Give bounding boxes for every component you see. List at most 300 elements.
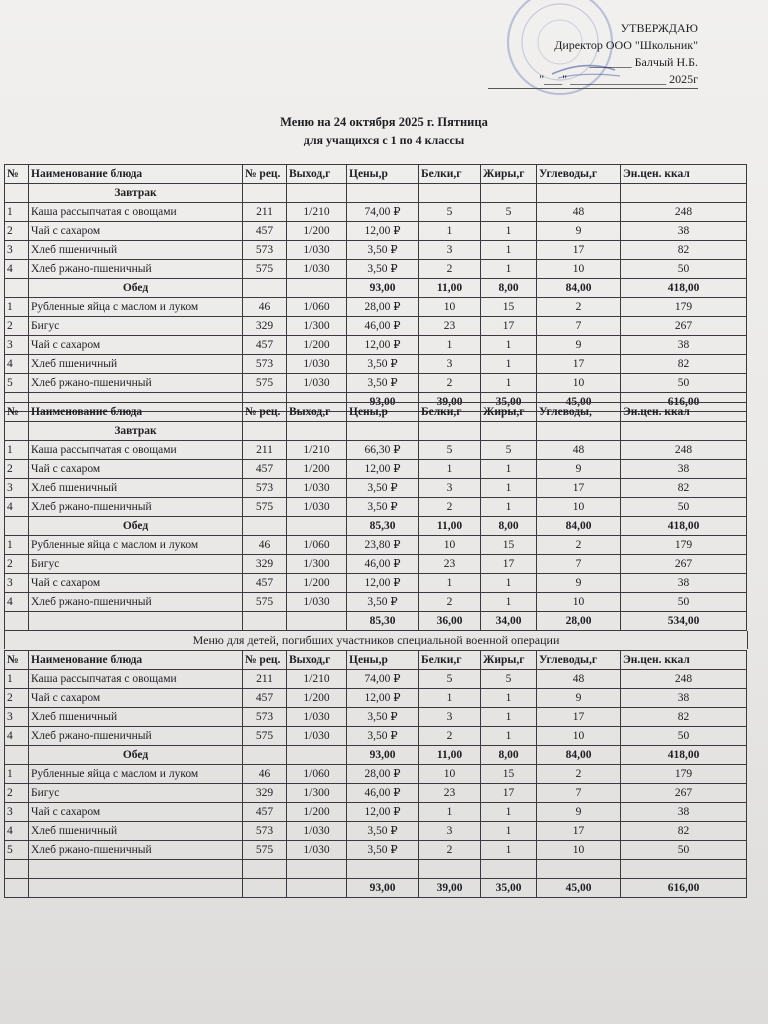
approval-block — [488, 20, 698, 89]
fat-cell: 5 — [481, 203, 537, 222]
carbohydrates-cell: 17 — [537, 355, 621, 374]
empty-row — [5, 860, 747, 879]
protein-cell: 23 — [419, 317, 481, 336]
portion-weight-cell: 1/210 — [287, 670, 347, 689]
carbohydrates-cell: 10 — [537, 727, 621, 746]
price-cell: 28,00 ₽ — [347, 298, 419, 317]
recipe-number-cell: 46 — [243, 298, 287, 317]
price-cell: 12,00 ₽ — [347, 336, 419, 355]
recipe-number-cell: 573 — [243, 822, 287, 841]
approval-heading: УТВЕРЖДАЮ — [620, 21, 698, 35]
recipe-number-cell: 457 — [243, 574, 287, 593]
carbohydrates-cell: 45,00 — [537, 393, 621, 412]
portion-weight-cell: 1/030 — [287, 498, 347, 517]
fat-cell: 1 — [481, 460, 537, 479]
column-header-row-number: № — [5, 651, 29, 670]
portion-weight-cell: 1/030 — [287, 593, 347, 612]
portion-weight-cell — [287, 517, 347, 536]
portion-weight-cell — [287, 612, 347, 631]
table-row — [5, 822, 747, 841]
protein-cell: 5 — [419, 203, 481, 222]
protein-cell: 1 — [419, 803, 481, 822]
fat-cell: 17 — [481, 555, 537, 574]
price-cell: 46,00 ₽ — [347, 317, 419, 336]
calories-cell: 38 — [621, 336, 747, 355]
protein-cell: 3 — [419, 355, 481, 374]
recipe-number-cell: 575 — [243, 593, 287, 612]
calories-cell: 38 — [621, 803, 747, 822]
carbohydrates-cell: 7 — [537, 784, 621, 803]
table-row — [5, 784, 747, 803]
price-cell: 3,50 ₽ — [347, 593, 419, 612]
portion-weight-cell: 1/200 — [287, 222, 347, 241]
portion-weight-cell: 1/060 — [287, 536, 347, 555]
table-row — [5, 441, 747, 460]
portion-weight-cell — [287, 184, 347, 203]
table-row — [5, 670, 747, 689]
carbohydrates-cell: 10 — [537, 841, 621, 860]
portion-weight-cell: 1/030 — [287, 241, 347, 260]
portion-weight-cell: 1/030 — [287, 841, 347, 860]
column-header-price: Цены,р — [347, 403, 419, 422]
recipe-number-cell — [243, 279, 287, 298]
portion-weight-cell: 1/030 — [287, 260, 347, 279]
row-number-cell — [5, 746, 29, 765]
carbohydrates-cell: 48 — [537, 670, 621, 689]
dish-name-cell: Хлеб пшеничный — [29, 479, 243, 498]
fat-cell: 8,00 — [481, 517, 537, 536]
dish-name-cell: Обед — [29, 279, 243, 298]
portion-weight-cell — [287, 422, 347, 441]
menu-table-secondary — [4, 402, 747, 631]
calories-cell: 418,00 — [621, 279, 747, 298]
recipe-number-cell: 46 — [243, 536, 287, 555]
fat-cell: 15 — [481, 298, 537, 317]
price-cell: 66,30 ₽ — [347, 441, 419, 460]
protein-cell: 1 — [419, 222, 481, 241]
carbohydrates-cell: 9 — [537, 460, 621, 479]
carbohydrates-cell: 9 — [537, 222, 621, 241]
portion-weight-cell: 1/030 — [287, 374, 347, 393]
calories-cell: 179 — [621, 765, 747, 784]
carbohydrates-cell — [537, 860, 621, 879]
calories-cell — [621, 422, 747, 441]
fat-cell: 1 — [481, 574, 537, 593]
table-row — [5, 460, 747, 479]
dish-name-cell: Чай с сахаром — [29, 460, 243, 479]
calories-cell: 38 — [621, 460, 747, 479]
portion-weight-cell: 1/030 — [287, 727, 347, 746]
dish-name-cell: Завтрак — [29, 422, 243, 441]
carbohydrates-cell: 84,00 — [537, 279, 621, 298]
recipe-number-cell — [243, 422, 287, 441]
row-number-cell: 3 — [5, 241, 29, 260]
protein-cell — [419, 184, 481, 203]
column-header-portion-weight: Выход,г — [287, 403, 347, 422]
recipe-number-cell: 573 — [243, 241, 287, 260]
price-cell: 23,80 ₽ — [347, 536, 419, 555]
protein-cell: 10 — [419, 536, 481, 555]
price-cell — [347, 422, 419, 441]
carbohydrates-cell — [537, 422, 621, 441]
dish-name-cell: Чай с сахаром — [29, 336, 243, 355]
column-header-carbohydrates: Углеводы, — [537, 403, 621, 422]
calories-cell: 38 — [621, 574, 747, 593]
row-number-cell: 2 — [5, 555, 29, 574]
price-cell: 3,50 ₽ — [347, 841, 419, 860]
column-header-protein: Белки,г — [419, 403, 481, 422]
portion-weight-cell: 1/030 — [287, 479, 347, 498]
recipe-number-cell: 457 — [243, 803, 287, 822]
table-row — [5, 203, 747, 222]
portion-weight-cell: 1/200 — [287, 460, 347, 479]
carbohydrates-cell: 10 — [537, 260, 621, 279]
protein-cell: 3 — [419, 708, 481, 727]
fat-cell: 1 — [481, 336, 537, 355]
calories-cell: 82 — [621, 479, 747, 498]
table-header-row — [5, 403, 747, 422]
price-cell: 12,00 ₽ — [347, 689, 419, 708]
table-row — [5, 479, 747, 498]
price-cell: 85,30 — [347, 612, 419, 631]
column-header-portion-weight: Выход,г — [287, 165, 347, 184]
dish-name-cell — [29, 860, 243, 879]
fat-cell — [481, 860, 537, 879]
protein-cell: 2 — [419, 498, 481, 517]
recipe-number-cell: 573 — [243, 708, 287, 727]
fat-cell: 1 — [481, 708, 537, 727]
price-cell — [347, 184, 419, 203]
row-number-cell: 1 — [5, 298, 29, 317]
carbohydrates-cell: 84,00 — [537, 746, 621, 765]
recipe-number-cell — [243, 517, 287, 536]
portion-weight-cell: 1/030 — [287, 708, 347, 727]
calories-cell: 248 — [621, 441, 747, 460]
portion-weight-cell: 1/210 — [287, 203, 347, 222]
price-cell: 3,50 ₽ — [347, 374, 419, 393]
carbohydrates-cell: 84,00 — [537, 517, 621, 536]
dish-name-cell: Хлеб ржано-пшеничный — [29, 498, 243, 517]
row-number-cell: 1 — [5, 765, 29, 784]
portion-weight-cell — [287, 860, 347, 879]
protein-cell — [419, 422, 481, 441]
column-header-calories: Эн.цен. ккал — [621, 651, 747, 670]
column-header-fat: Жиры,г — [481, 651, 537, 670]
dish-name-cell: Чай с сахаром — [29, 689, 243, 708]
price-cell: 3,50 ₽ — [347, 498, 419, 517]
table-row — [5, 593, 747, 612]
table-row — [5, 708, 747, 727]
calories-cell: 267 — [621, 555, 747, 574]
recipe-number-cell: 575 — [243, 374, 287, 393]
protein-cell: 2 — [419, 727, 481, 746]
row-number-cell — [5, 184, 29, 203]
row-number-cell: 3 — [5, 803, 29, 822]
price-cell: 74,00 ₽ — [347, 203, 419, 222]
column-header-dish-name: Наименование блюда — [29, 403, 243, 422]
price-cell: 12,00 ₽ — [347, 574, 419, 593]
special-section-title: Меню для детей, погибших участников специальной военной операции — [4, 631, 748, 649]
carbohydrates-cell: 17 — [537, 241, 621, 260]
table-row — [5, 336, 747, 355]
recipe-number-cell — [243, 860, 287, 879]
price-cell: 46,00 ₽ — [347, 784, 419, 803]
dish-name-cell — [29, 612, 243, 631]
price-cell: 46,00 ₽ — [347, 555, 419, 574]
protein-cell: 1 — [419, 336, 481, 355]
meal-heading-row — [5, 517, 747, 536]
column-header-recipe-number: № рец. — [243, 651, 287, 670]
recipe-number-cell: 457 — [243, 336, 287, 355]
table-row — [5, 574, 747, 593]
protein-cell: 11,00 — [419, 517, 481, 536]
approval-position: Директор ООО "Школьник" — [554, 38, 698, 52]
row-number-cell — [5, 279, 29, 298]
dish-name-cell: Хлеб ржано-пшеничный — [29, 260, 243, 279]
menu-table-special — [4, 650, 747, 898]
carbohydrates-cell: 48 — [537, 441, 621, 460]
meal-heading-row — [5, 279, 747, 298]
portion-weight-cell: 1/300 — [287, 555, 347, 574]
dish-name-cell: Чай с сахаром — [29, 803, 243, 822]
table-row — [5, 355, 747, 374]
table-row — [5, 727, 747, 746]
column-header-protein: Белки,г — [419, 651, 481, 670]
dish-name-cell: Хлеб ржано-пшеничный — [29, 841, 243, 860]
fat-cell: 15 — [481, 536, 537, 555]
fat-cell: 17 — [481, 317, 537, 336]
fat-cell: 35,00 — [481, 879, 537, 898]
fat-cell: 1 — [481, 241, 537, 260]
price-cell: 3,50 ₽ — [347, 479, 419, 498]
column-header-calories: Эн.цен. ккал — [621, 165, 747, 184]
recipe-number-cell: 457 — [243, 460, 287, 479]
calories-cell: 248 — [621, 203, 747, 222]
recipe-number-cell: 575 — [243, 727, 287, 746]
calories-cell: 82 — [621, 822, 747, 841]
price-cell: 3,50 ₽ — [347, 822, 419, 841]
recipe-number-cell — [243, 879, 287, 898]
column-header-dish-name: Наименование блюда — [29, 651, 243, 670]
carbohydrates-cell: 2 — [537, 536, 621, 555]
price-cell: 12,00 ₽ — [347, 460, 419, 479]
row-number-cell: 4 — [5, 822, 29, 841]
dish-name-cell: Бигус — [29, 784, 243, 803]
dish-name-cell: Хлеб ржано-пшеничный — [29, 727, 243, 746]
table-row — [5, 317, 747, 336]
dish-name-cell: Хлеб ржано-пшеничный — [29, 593, 243, 612]
protein-cell: 3 — [419, 479, 481, 498]
recipe-number-cell: 457 — [243, 222, 287, 241]
portion-weight-cell: 1/030 — [287, 355, 347, 374]
calories-cell: 248 — [621, 670, 747, 689]
row-number-cell: 5 — [5, 374, 29, 393]
carbohydrates-cell: 28,00 — [537, 612, 621, 631]
price-cell — [347, 860, 419, 879]
portion-weight-cell: 1/200 — [287, 336, 347, 355]
protein-cell: 1 — [419, 689, 481, 708]
protein-cell: 2 — [419, 260, 481, 279]
carbohydrates-cell: 9 — [537, 689, 621, 708]
price-cell: 12,00 ₽ — [347, 803, 419, 822]
page-title: Меню на 24 октября 2025 г. Пятница — [280, 115, 488, 129]
protein-cell: 3 — [419, 822, 481, 841]
table-row — [5, 803, 747, 822]
protein-cell: 2 — [419, 374, 481, 393]
fat-cell: 1 — [481, 822, 537, 841]
portion-weight-cell: 1/060 — [287, 298, 347, 317]
row-number-cell: 4 — [5, 260, 29, 279]
dish-name-cell: Хлеб пшеничный — [29, 708, 243, 727]
price-cell: 12,00 ₽ — [347, 222, 419, 241]
carbohydrates-cell: 45,00 — [537, 879, 621, 898]
protein-cell: 36,00 — [419, 612, 481, 631]
dish-name-cell: Хлеб пшеничный — [29, 241, 243, 260]
table-row — [5, 765, 747, 784]
recipe-number-cell — [243, 746, 287, 765]
calories-cell — [621, 184, 747, 203]
calories-cell: 616,00 — [621, 879, 747, 898]
price-cell: 3,50 ₽ — [347, 708, 419, 727]
dish-name-cell: Хлеб пшеничный — [29, 355, 243, 374]
row-number-cell — [5, 422, 29, 441]
calories-cell: 616,00 — [621, 393, 747, 412]
fat-cell: 1 — [481, 593, 537, 612]
portion-weight-cell: 1/200 — [287, 803, 347, 822]
row-number-cell: 2 — [5, 222, 29, 241]
price-cell: 93,00 — [347, 279, 419, 298]
table-header-row — [5, 165, 747, 184]
row-number-cell: 1 — [5, 536, 29, 555]
totals-row — [5, 879, 747, 898]
menu-table-primary — [4, 164, 747, 412]
carbohydrates-cell — [537, 184, 621, 203]
fat-cell: 1 — [481, 222, 537, 241]
portion-weight-cell — [287, 879, 347, 898]
fat-cell: 17 — [481, 784, 537, 803]
recipe-number-cell: 573 — [243, 355, 287, 374]
recipe-number-cell: 457 — [243, 689, 287, 708]
row-number-cell: 2 — [5, 317, 29, 336]
fat-cell: 1 — [481, 479, 537, 498]
portion-weight-cell: 1/300 — [287, 317, 347, 336]
portion-weight-cell: 1/200 — [287, 574, 347, 593]
dish-name-cell: Каша рассыпчатая с овощами — [29, 670, 243, 689]
calories-cell: 179 — [621, 298, 747, 317]
recipe-number-cell: 46 — [243, 765, 287, 784]
carbohydrates-cell: 9 — [537, 336, 621, 355]
protein-cell: 39,00 — [419, 879, 481, 898]
calories-cell: 267 — [621, 784, 747, 803]
protein-cell: 2 — [419, 841, 481, 860]
protein-cell: 10 — [419, 298, 481, 317]
calories-cell: 50 — [621, 498, 747, 517]
recipe-number-cell — [243, 184, 287, 203]
table-row — [5, 241, 747, 260]
protein-cell: 11,00 — [419, 279, 481, 298]
carbohydrates-cell: 10 — [537, 498, 621, 517]
row-number-cell: 1 — [5, 203, 29, 222]
recipe-number-cell: 211 — [243, 203, 287, 222]
portion-weight-cell: 1/210 — [287, 441, 347, 460]
column-header-row-number: № — [5, 403, 29, 422]
carbohydrates-cell: 7 — [537, 317, 621, 336]
calories-cell: 534,00 — [621, 612, 747, 631]
calories-cell: 82 — [621, 355, 747, 374]
carbohydrates-cell: 9 — [537, 574, 621, 593]
recipe-number-cell: 211 — [243, 670, 287, 689]
table-row — [5, 298, 747, 317]
fat-cell: 34,00 — [481, 612, 537, 631]
row-number-cell: 4 — [5, 498, 29, 517]
carbohydrates-cell: 9 — [537, 803, 621, 822]
column-header-fat: Жиры,г — [481, 165, 537, 184]
row-number-cell: 4 — [5, 355, 29, 374]
dish-name-cell: Рубленные яйца с маслом и луком — [29, 536, 243, 555]
price-cell: 93,00 — [347, 393, 419, 412]
portion-weight-cell: 1/200 — [287, 689, 347, 708]
recipe-number-cell: 329 — [243, 317, 287, 336]
calories-cell: 82 — [621, 708, 747, 727]
row-number-cell: 3 — [5, 336, 29, 355]
recipe-number-cell: 211 — [243, 441, 287, 460]
recipe-number-cell: 575 — [243, 260, 287, 279]
column-header-recipe-number: № рец. — [243, 403, 287, 422]
portion-weight-cell: 1/060 — [287, 765, 347, 784]
dish-name-cell: Обед — [29, 517, 243, 536]
table-row — [5, 222, 747, 241]
fat-cell: 1 — [481, 727, 537, 746]
protein-cell: 1 — [419, 460, 481, 479]
calories-cell: 267 — [621, 317, 747, 336]
fat-cell: 1 — [481, 260, 537, 279]
column-header-portion-weight: Выход,г — [287, 651, 347, 670]
calories-cell: 38 — [621, 222, 747, 241]
approval-signature-line: _______ Балчый Н.Б. — [589, 55, 698, 69]
protein-cell: 2 — [419, 593, 481, 612]
carbohydrates-cell: 2 — [537, 298, 621, 317]
row-number-cell — [5, 612, 29, 631]
fat-cell: 1 — [481, 841, 537, 860]
dish-name-cell — [29, 879, 243, 898]
fat-cell: 1 — [481, 689, 537, 708]
fat-cell — [481, 184, 537, 203]
row-number-cell — [5, 517, 29, 536]
dish-name-cell: Чай с сахаром — [29, 574, 243, 593]
price-cell: 28,00 ₽ — [347, 765, 419, 784]
table-row — [5, 689, 747, 708]
fat-cell: 1 — [481, 803, 537, 822]
recipe-number-cell: 573 — [243, 479, 287, 498]
table-row — [5, 260, 747, 279]
dish-name-cell: Обед — [29, 746, 243, 765]
column-header-row-number: № — [5, 165, 29, 184]
dish-name-cell: Каша рассыпчатая с овощами — [29, 441, 243, 460]
column-header-carbohydrates: Углеводы,г — [537, 651, 621, 670]
row-number-cell: 5 — [5, 841, 29, 860]
fat-cell: 15 — [481, 765, 537, 784]
dish-name-cell: Бигус — [29, 555, 243, 574]
recipe-number-cell: 329 — [243, 555, 287, 574]
carbohydrates-cell: 10 — [537, 374, 621, 393]
calories-cell — [621, 860, 747, 879]
price-cell: 3,50 ₽ — [347, 355, 419, 374]
price-cell: 93,00 — [347, 746, 419, 765]
portion-weight-cell: 1/030 — [287, 822, 347, 841]
approval-date-line: "___" ________________ 2025г — [488, 71, 698, 89]
calories-cell: 50 — [621, 374, 747, 393]
calories-cell: 50 — [621, 727, 747, 746]
